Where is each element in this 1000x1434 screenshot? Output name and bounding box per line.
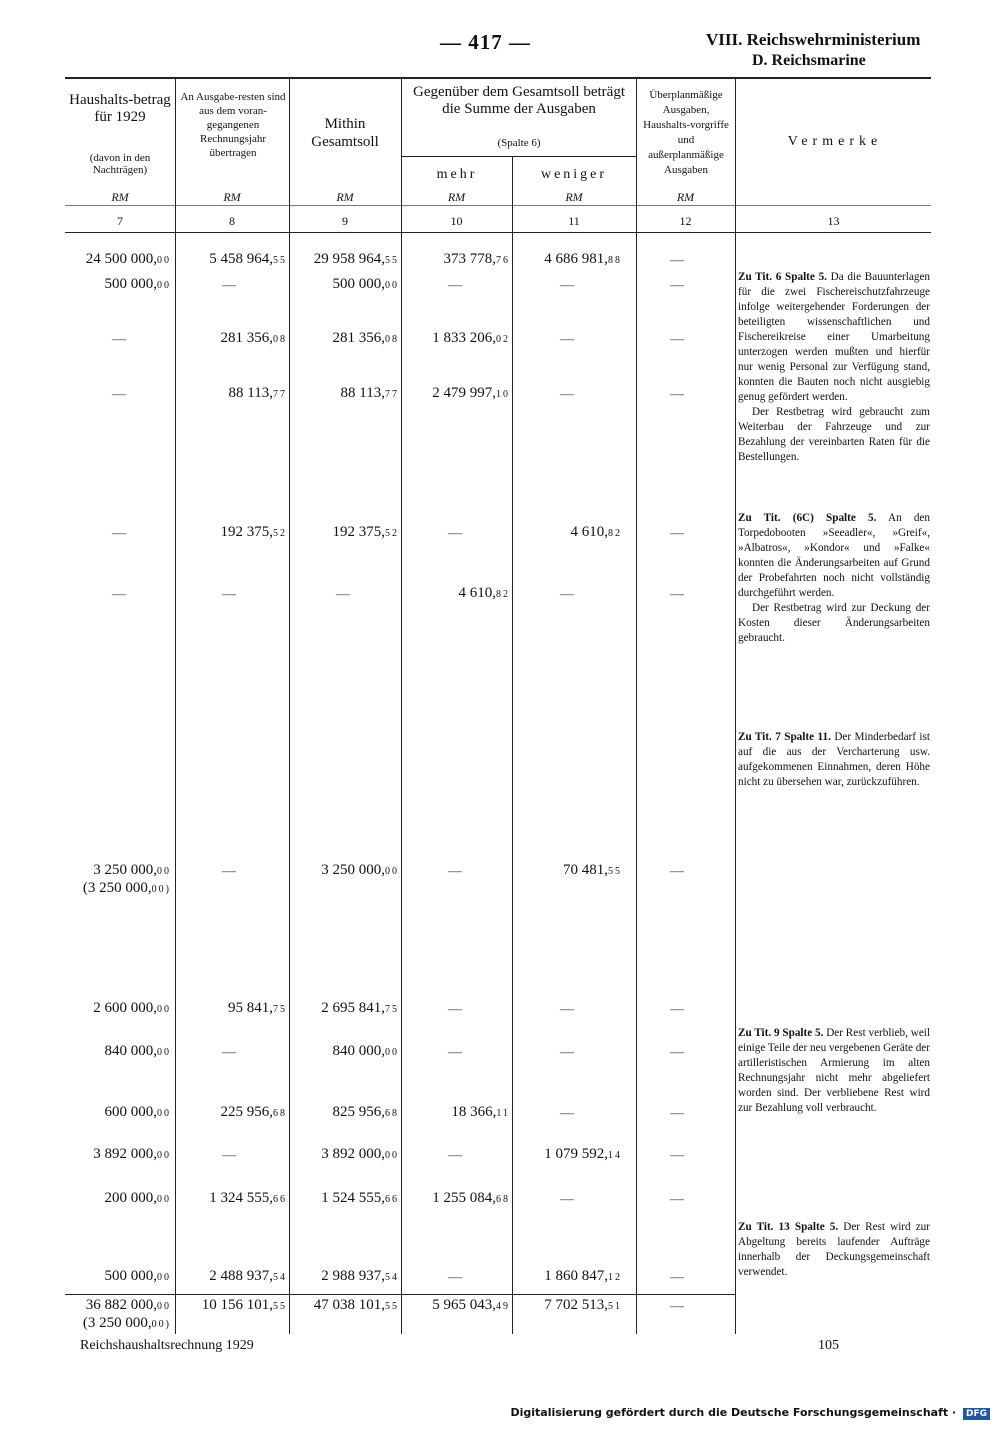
value-main: 500 000, (104, 1268, 157, 1284)
value-decimal: 68 (496, 1194, 510, 1205)
column-number: 10 (450, 214, 463, 228)
c10-value (444, 251, 511, 268)
value-main: 88 113, (340, 385, 385, 401)
c9-value (321, 1000, 399, 1017)
c7-value (105, 1043, 172, 1060)
empty-cell-dash: — (448, 1002, 462, 1017)
c7-value (86, 251, 171, 268)
value-main: 29 958 964, (313, 251, 385, 267)
note (738, 1220, 930, 1280)
value-main: 1 524 555, (321, 1190, 385, 1206)
c9-value (333, 1104, 400, 1121)
value-main: 500 000, (332, 276, 385, 292)
value-decimal: 54 (273, 1272, 287, 1283)
unit-label: RM (223, 190, 241, 204)
col12-header: Überplanmäßige Ausgaben, Haushalts-vorgriffe und außerplanmäßige Ausgaben (643, 89, 729, 176)
c9-value (314, 1297, 399, 1314)
col10-header: mehr (436, 167, 478, 182)
value-main: 2 479 997, (432, 385, 496, 401)
value-main: 825 956, (332, 1104, 385, 1120)
empty-cell-dash: — (112, 526, 126, 541)
col8-header: An Ausgabe-resten sind aus dem voran-gegangenen Rechnungsjahr übertragen (180, 91, 286, 159)
c11-value (544, 251, 622, 268)
empty-cell-dash: — (222, 1148, 236, 1163)
c7-value (93, 1000, 171, 1017)
empty-cell-dash: — (448, 1148, 462, 1163)
col11-header: weniger (540, 167, 608, 182)
value-decimal: 00 (157, 1272, 171, 1283)
empty-cell-dash: — (560, 332, 574, 347)
unit-label: RM (336, 190, 354, 204)
value-decimal: 00 (385, 280, 399, 291)
empty-cell-dash: — (336, 587, 350, 602)
c7-value (93, 862, 171, 879)
empty-cell-dash: — (670, 1045, 684, 1060)
value-main: 192 375, (332, 524, 385, 540)
col-divider (636, 78, 637, 1334)
c9-value (321, 1268, 399, 1285)
empty-cell-dash: — (560, 1192, 574, 1207)
empty-cell-dash: — (222, 278, 236, 293)
group-header-rule (401, 156, 636, 157)
section-title: VIII. Reichswehrministerium (706, 30, 921, 49)
value-decimal: 52 (385, 528, 399, 539)
value-main: 1 324 555, (209, 1190, 273, 1206)
empty-cell-dash: — (560, 1002, 574, 1017)
empty-cell-dash: — (670, 1192, 684, 1207)
col10-11-group-note: (Spalte 6) (497, 137, 541, 149)
dfg-credit-text: Digitalisierung gefördert durch die Deutsche Forschungsgemeinschaft (510, 1406, 949, 1419)
c7b-value (83, 880, 171, 897)
page-number: — 417 — (440, 30, 531, 54)
value-main: 3 892 000, (93, 1146, 157, 1162)
empty-cell-dash: — (670, 1270, 684, 1285)
col-divider (512, 157, 513, 1334)
value-decimal: 00 (157, 1108, 171, 1119)
empty-cell-dash: — (222, 864, 236, 879)
empty-cell-dash: — (670, 587, 684, 602)
value-main: 3 892 000, (321, 1146, 385, 1162)
value-decimal: 00 (157, 1194, 171, 1205)
value-main: 4 686 981, (544, 251, 608, 267)
empty-cell-dash: — (670, 1148, 684, 1163)
value-decimal: 82 (608, 528, 622, 539)
footer-title: Reichshaushaltsrechnung 1929 (80, 1338, 254, 1353)
value-decimal: 08 (273, 334, 287, 345)
column-number: 7 (117, 214, 123, 228)
table-top-rule (65, 77, 931, 79)
empty-cell-dash: — (112, 387, 126, 402)
c7-value (86, 1297, 171, 1314)
value-main: 200 000, (104, 1190, 157, 1206)
unit-label: RM (447, 190, 466, 204)
value-decimal: 55 (385, 255, 399, 266)
note-lead: Zu Tit. (6C) Spalte 5. (738, 512, 877, 524)
empty-cell-dash: — (560, 1045, 574, 1060)
value-main: 373 778, (443, 251, 496, 267)
empty-cell-dash: — (112, 332, 126, 347)
value-main: 88 113, (228, 385, 273, 401)
value-decimal: 14 (608, 1150, 622, 1161)
empty-cell-dash: — (448, 1270, 462, 1285)
col13-header: Vermerke (787, 134, 883, 149)
note-text: Der Rest verblieb, weil einige Teile der neu vergebenen Geräte der artilleristischen Armierung im alten Rechnungsjahr nicht mehr abgeliefert worden sind. Der verbliebene Rest wird zur Bezahlung voll verbraucht. (738, 1027, 930, 1114)
value-main: (3 250 000, (82, 880, 152, 896)
empty-cell-dash: — (670, 253, 684, 268)
c7-value (93, 1146, 171, 1163)
c7-value (105, 1190, 172, 1207)
c11-value (544, 1146, 622, 1163)
value-main: 840 000, (332, 1043, 385, 1059)
value-decimal: 00 (385, 866, 399, 877)
value-decimal: 00) (151, 1319, 171, 1330)
value-main: 281 356, (220, 330, 273, 346)
value-decimal: 77 (273, 389, 287, 400)
note-lead: Zu Tit. 13 Spalte 5. (738, 1221, 839, 1233)
value-decimal: 75 (273, 1004, 287, 1015)
empty-cell-dash: — (222, 587, 236, 602)
value-main: 70 481, (563, 862, 608, 878)
note (738, 511, 930, 646)
empty-cell-dash: — (560, 1106, 574, 1121)
value-main: 7 702 513, (544, 1297, 608, 1313)
value-main: 4 610, (570, 524, 608, 540)
value-decimal: 00 (157, 1150, 171, 1161)
value-main: 2 695 841, (321, 1000, 385, 1016)
empty-cell-dash: — (670, 1106, 684, 1121)
value-decimal: 00 (157, 1004, 171, 1015)
subsection-title: D. Reichsmarine (752, 52, 866, 69)
dfg-credit: Digitalisierung gefördert durch die Deutsche Forschungsgemeinschaft · DFG (510, 1406, 990, 1420)
value-main: (3 250 000, (82, 1315, 152, 1331)
empty-cell-dash: — (670, 278, 684, 293)
unit-label: RM (676, 190, 695, 204)
c11-value (544, 1268, 622, 1285)
c7-value (105, 1104, 172, 1121)
value-decimal: 55 (385, 1301, 399, 1312)
value-main: 18 366, (451, 1104, 497, 1120)
value-main: 24 500 000, (85, 251, 157, 267)
value-decimal: 88 (608, 255, 622, 266)
empty-cell-dash: — (670, 526, 684, 541)
value-decimal: 52 (273, 528, 287, 539)
c10-value (432, 1297, 510, 1314)
value-main: 5 965 043, (432, 1297, 496, 1313)
value-decimal: 00 (157, 1301, 171, 1312)
value-decimal: 66 (273, 1194, 287, 1205)
value-decimal: 68 (273, 1108, 287, 1119)
note-lead: Zu Tit. 9 Spalte 5. (738, 1027, 824, 1039)
value-main: 3 250 000, (93, 862, 157, 878)
value-main: 4 610, (458, 585, 496, 601)
empty-cell-dash: — (560, 278, 574, 293)
value-main: 500 000, (104, 276, 157, 292)
note (738, 730, 930, 790)
c9-value (321, 862, 399, 879)
value-decimal: 00 (385, 1150, 399, 1161)
note-text: Der Restbetrag wird gebraucht zum Weiterbau der Fahrzeuge und zur Bezahlung der vereinbarten Raten für die Bestellungen. (738, 406, 930, 463)
value-decimal: 51 (608, 1301, 622, 1312)
value-main: 2 988 937, (321, 1268, 385, 1284)
value-main: 1 860 847, (544, 1268, 608, 1284)
value-decimal: 00) (151, 884, 171, 895)
c9-value (314, 251, 399, 268)
value-main: 95 841, (228, 1000, 273, 1016)
c8-value (221, 330, 288, 347)
c10-value (451, 1104, 510, 1121)
col-divider (175, 78, 176, 1334)
column-number: 9 (342, 214, 348, 228)
unit-label: RM (111, 190, 129, 204)
c8-value (228, 1000, 287, 1017)
c8-value (229, 385, 287, 402)
c9-value (341, 385, 399, 402)
c8-value (221, 1104, 288, 1121)
value-decimal: 02 (496, 334, 510, 345)
c9-value (333, 1043, 400, 1060)
c7b-value (83, 1315, 171, 1332)
c11-value (544, 1297, 622, 1314)
value-decimal: 11 (496, 1108, 510, 1119)
col7-header: Haushalts-betrag für 1929 (69, 92, 171, 125)
c7-value (105, 1268, 172, 1285)
c10-value (432, 385, 510, 402)
note-lead: Zu Tit. 6 Spalte 5. (738, 271, 827, 283)
column-number: 12 (679, 214, 692, 228)
empty-cell-dash: — (670, 864, 684, 879)
c11-value (571, 524, 623, 541)
value-main: 47 038 101, (313, 1297, 385, 1313)
col-divider (735, 78, 736, 1334)
c8-value (202, 1297, 287, 1314)
value-decimal: 08 (385, 334, 399, 345)
empty-cell-dash: — (448, 864, 462, 879)
value-main: 225 956, (220, 1104, 273, 1120)
value-decimal: 77 (385, 389, 399, 400)
value-decimal: 55 (273, 255, 287, 266)
value-decimal: 12 (608, 1272, 622, 1283)
value-decimal: 66 (385, 1194, 399, 1205)
value-main: 5 458 964, (209, 251, 273, 267)
totals-rule (65, 1294, 735, 1295)
header-bottom-rule (65, 232, 931, 233)
col7-header-note: (davon in den Nachträgen) (89, 152, 151, 176)
note-text: An den Torpedobooten »Seeadler«, »Greif«, »Albatros«, »Kondor« und »Falke« konnten die Änderungsarbeiten auf Grund der Probefahrten noch nicht vollständig durchgeführt werden. (738, 512, 930, 599)
c10-value (432, 1190, 510, 1207)
c11-value (563, 862, 622, 879)
c8-value (209, 1190, 287, 1207)
value-decimal: 75 (385, 1004, 399, 1015)
value-decimal: 76 (496, 255, 510, 266)
col10-11-group-header: Gegenüber dem Gesamtsoll beträgt die Summe der Ausgaben (412, 84, 625, 117)
note-lead: Zu Tit. 7 Spalte 11. (738, 731, 831, 743)
note (738, 1026, 930, 1116)
note-text: Der Minderbedarf ist auf die aus der Vercharterung usw. aufgekommenen Einnahmen, deren Höhe nicht zu übersehen war, zurückzuführen. (738, 731, 931, 788)
value-main: 2 488 937, (209, 1268, 273, 1284)
c9-value (321, 1190, 399, 1207)
value-main: 10 156 101, (201, 1297, 273, 1313)
value-main: 840 000, (104, 1043, 157, 1059)
c7-value (105, 276, 172, 293)
c8-value (209, 251, 287, 268)
empty-cell-dash: — (560, 587, 574, 602)
column-number: 8 (229, 214, 235, 228)
c10-value (432, 330, 510, 347)
column-number: 13 (827, 214, 840, 228)
value-decimal: 68 (385, 1108, 399, 1119)
c9-value (333, 276, 400, 293)
empty-cell-dash: — (222, 1045, 236, 1060)
value-decimal: 00 (157, 1047, 171, 1058)
dfg-logo: DFG (963, 1408, 990, 1420)
value-decimal: 00 (157, 255, 171, 266)
note-text: Der Rest wird zur Abgeltung bereits laufender Aufträge innerhalb der Deckungsgemeinschaft verwendet. (738, 1221, 930, 1278)
value-decimal: 82 (496, 589, 510, 600)
column-number: 11 (568, 214, 580, 228)
value-main: 2 600 000, (93, 1000, 157, 1016)
empty-cell-dash: — (448, 526, 462, 541)
value-decimal: 55 (608, 866, 622, 877)
value-main: 1 833 206, (432, 330, 496, 346)
col9-header: Mithin Gesamtsoll (311, 116, 379, 150)
value-decimal: 55 (273, 1301, 287, 1312)
value-main: 3 250 000, (321, 862, 385, 878)
empty-cell-dash: — (670, 332, 684, 347)
empty-cell-dash: — (112, 587, 126, 602)
value-main: 281 356, (332, 330, 385, 346)
empty-cell-dash: — (448, 278, 462, 293)
unit-rule (65, 205, 931, 206)
value-decimal: 54 (385, 1272, 399, 1283)
c9-value (333, 330, 400, 347)
empty-cell-dash: — (670, 1002, 684, 1017)
value-decimal: 00 (157, 280, 171, 291)
footer-page: 105 (818, 1338, 839, 1353)
empty-cell-dash: — (448, 1045, 462, 1060)
empty-cell-dash: — (670, 1299, 684, 1314)
unit-label: RM (565, 190, 583, 204)
c8-value (221, 524, 288, 541)
c8-value (209, 1268, 287, 1285)
col-divider (289, 78, 290, 1334)
value-decimal: 49 (496, 1301, 510, 1312)
value-main: 600 000, (104, 1104, 157, 1120)
value-decimal: 00 (385, 1047, 399, 1058)
value-main: 1 079 592, (544, 1146, 608, 1162)
empty-cell-dash: — (670, 387, 684, 402)
empty-cell-dash: — (560, 387, 574, 402)
note (738, 270, 930, 465)
note-text: Der Restbetrag wird zur Deckung der Kosten dieser Änderungsarbeiten gebraucht. (738, 602, 930, 644)
c10-value (459, 585, 511, 602)
value-main: 192 375, (220, 524, 273, 540)
col-divider (401, 78, 402, 1334)
c9-value (333, 524, 400, 541)
value-decimal: 00 (157, 866, 171, 877)
value-main: 1 255 084, (432, 1190, 496, 1206)
value-decimal: 10 (496, 389, 510, 400)
value-main: 36 882 000, (85, 1297, 157, 1313)
c9-value (321, 1146, 399, 1163)
note-text: Da die Bauunterlagen für die zwei Fischereischutzfahrzeuge infolge weitergehender Forderungen der beteiligten wissenschaftlichen und Fischereikreise einer Umarbeitung unterzogen werden mußten und hierfür nur wenig Personal zur Verfügung stand, konnten die Bauten noch nicht ausgiebig genug gefördert werden. (738, 271, 931, 403)
